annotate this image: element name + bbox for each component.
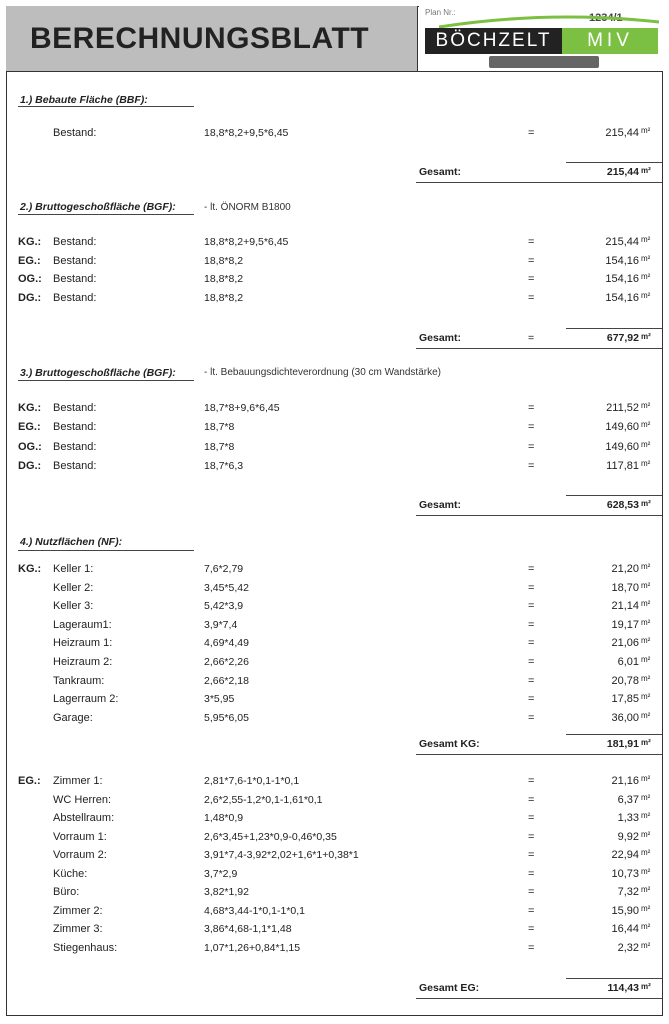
- calc-row: [0, 675, 669, 693]
- total-underline: [416, 754, 662, 755]
- row-label: Bestand:: [53, 440, 97, 453]
- floor-prefix: EG.:: [18, 421, 41, 434]
- unit-label: m²: [641, 499, 651, 508]
- unit-label: m²: [641, 903, 651, 913]
- calc-row: [0, 582, 669, 600]
- logo-text-right: MIV: [562, 28, 658, 54]
- calc-row: [0, 637, 669, 655]
- equals-sign: =: [528, 459, 535, 472]
- row-formula: 4,69*4,49: [204, 637, 249, 650]
- row-formula: 2,6*3,45+1,23*0,9-0,46*0,35: [204, 830, 337, 843]
- total-label: Gesamt:: [419, 499, 462, 511]
- total-rule: [566, 162, 662, 163]
- total-rule: [566, 734, 662, 735]
- row-value: 6,37: [617, 793, 639, 806]
- plan-number-label: Plan Nr.:: [425, 8, 456, 17]
- row-formula: 18,8*8,2+9,5*6,45: [204, 127, 289, 139]
- row-value: 154,16: [605, 292, 639, 305]
- unit-label: m²: [641, 655, 651, 664]
- equals-sign: =: [528, 923, 535, 935]
- total-underline: [416, 348, 662, 349]
- equals-sign: =: [528, 402, 535, 414]
- equals-sign: =: [528, 812, 535, 824]
- calc-row: [0, 693, 669, 711]
- equals-sign: =: [528, 637, 535, 650]
- equals-sign: =: [528, 273, 535, 286]
- row-value: 10,73: [611, 867, 639, 880]
- unit-label: m²: [641, 940, 651, 950]
- calc-row: [0, 600, 669, 618]
- unit-label: m²: [641, 848, 651, 857]
- row-formula: 18,8*8,2: [204, 273, 244, 286]
- row-formula: 3,82*1,92: [204, 886, 249, 898]
- floor-prefix: EG.:: [18, 775, 41, 787]
- equals-sign: =: [528, 421, 535, 434]
- row-formula: 2,66*2,18: [204, 674, 249, 687]
- row-label: Zimmer 1:: [53, 775, 103, 787]
- equals-sign: =: [528, 886, 535, 898]
- equals-sign: =: [528, 563, 535, 575]
- floor-prefix: KG.:: [18, 563, 42, 575]
- unit-label: m²: [641, 710, 651, 720]
- section-title: 2.) Bruttogeschoßfläche (BGF):: [20, 201, 176, 213]
- row-label: Küche:: [53, 867, 88, 880]
- calc-row: [0, 794, 669, 812]
- unit-label: m²: [641, 580, 651, 590]
- row-formula: 5,95*6,05: [204, 711, 249, 724]
- calc-row: [0, 656, 669, 674]
- equals-sign: =: [528, 775, 535, 787]
- total-rule: [566, 495, 662, 496]
- unit-label: m²: [641, 885, 651, 894]
- floor-prefix: EG.:: [18, 254, 41, 267]
- row-value: 36,00: [611, 711, 639, 724]
- calc-row: [0, 402, 669, 420]
- row-formula: 2,6*2,55-1,2*0,1-1,61*0,1: [204, 793, 323, 806]
- unit-label: m²: [641, 166, 651, 175]
- total-rule: [566, 978, 662, 979]
- section-note: - lt. ÖNORM B1800: [204, 202, 291, 213]
- calc-row: [0, 441, 669, 459]
- unit-label: m²: [641, 599, 651, 609]
- row-label: Bestand:: [53, 127, 97, 139]
- total-value: 114,43: [607, 982, 639, 994]
- row-formula: 3,45*5,42: [204, 581, 249, 594]
- equals-sign: =: [528, 236, 535, 248]
- unit-label: m²: [641, 401, 651, 410]
- equals-sign: =: [528, 941, 535, 954]
- row-formula: 18,8*8,2: [204, 292, 244, 305]
- row-value: 211,52: [606, 402, 639, 414]
- row-label: Vorraum 1:: [53, 830, 107, 843]
- row-formula: 5,42*3,9: [204, 600, 244, 613]
- row-value: 2,32: [617, 941, 639, 954]
- row-value: 16,44: [611, 923, 639, 935]
- total-label: Gesamt EG:: [419, 982, 480, 994]
- equals-sign: =: [528, 600, 535, 613]
- row-value: 215,44: [605, 127, 639, 139]
- section-underline: [18, 380, 194, 381]
- row-formula: 3,86*4,68-1,1*1,48: [204, 923, 292, 935]
- row-formula: 18,7*6,3: [204, 459, 244, 472]
- equals-sign: =: [528, 830, 535, 843]
- row-label: Bestand:: [53, 459, 97, 472]
- unit-label: m²: [641, 922, 651, 931]
- row-formula: 18,7*8: [204, 440, 235, 453]
- row-value: 15,90: [611, 904, 639, 917]
- calc-row: [0, 292, 669, 310]
- row-formula: 4,68*3,44-1*0,1-1*0,1: [204, 904, 305, 917]
- floor-prefix: OG.:: [18, 440, 42, 453]
- row-label: Bestand:: [53, 273, 97, 286]
- section-note: - lt. Bebauungsdichteverordnung (30 cm Wandstärke): [204, 367, 441, 378]
- row-formula: 7,6*2,79: [204, 563, 244, 575]
- row-formula: 18,7*8+9,6*6,45: [204, 402, 280, 414]
- unit-label: m²: [641, 253, 651, 263]
- floor-prefix: DG.:: [18, 459, 42, 472]
- unit-label: m²: [641, 291, 651, 301]
- row-value: 149,60: [605, 440, 639, 453]
- calc-row: [0, 619, 669, 637]
- section-title: 4.) Nutzflächen (NF):: [20, 536, 123, 548]
- row-label: Vorraum 2:: [53, 849, 107, 861]
- unit-label: m²: [641, 272, 651, 282]
- header: [6, 6, 663, 72]
- calc-row: [0, 255, 669, 273]
- plan-number: 1234/1: [589, 12, 623, 24]
- row-label: WC Herren:: [53, 793, 112, 806]
- calc-row: [0, 923, 669, 941]
- row-value: 22,94: [611, 849, 639, 861]
- row-label: Bestand:: [53, 421, 97, 434]
- equals-sign: =: [528, 849, 535, 861]
- row-label: Abstellraum:: [53, 812, 115, 824]
- row-value: 17,85: [611, 693, 639, 706]
- row-value: 149,60: [605, 421, 639, 434]
- total-underline: [416, 515, 662, 516]
- row-value: 21,06: [611, 637, 639, 650]
- section-underline: [18, 106, 194, 107]
- calc-row: [0, 563, 669, 581]
- row-formula: 2,81*7,6-1*0,1-1*0,1: [204, 775, 300, 787]
- equals-sign: =: [528, 674, 535, 687]
- row-formula: 18,8*8,2+9,5*6,45: [204, 236, 289, 248]
- logo-bar: [489, 56, 599, 68]
- row-value: 215,44: [605, 236, 639, 248]
- calc-row: [0, 712, 669, 730]
- page-title: BERECHNUNGSBLATT: [30, 22, 370, 55]
- unit-label: m²: [641, 692, 651, 702]
- row-value: 19,17: [611, 618, 639, 631]
- unit-label: m²: [641, 636, 651, 646]
- logo-swoosh-icon: [439, 14, 659, 28]
- unit-label: m²: [641, 866, 651, 876]
- row-label: Heizraum 1:: [53, 637, 113, 650]
- unit-label: m²: [641, 811, 651, 820]
- row-label: Bestand:: [53, 402, 97, 414]
- row-formula: 3,9*7,4: [204, 618, 238, 631]
- calc-row: [0, 127, 669, 145]
- calc-row: [0, 942, 669, 960]
- equals-sign: =: [528, 127, 535, 139]
- unit-label: m²: [641, 774, 651, 783]
- row-value: 9,92: [617, 830, 639, 843]
- row-label: Büro:: [53, 886, 80, 898]
- calc-row: [0, 868, 669, 886]
- row-formula: 2,66*2,26: [204, 656, 249, 668]
- row-value: 1,33: [617, 812, 639, 824]
- row-value: 20,78: [611, 674, 639, 687]
- equals-sign: =: [528, 618, 535, 631]
- row-formula: 18,8*8,2: [204, 254, 244, 267]
- equals-sign: =: [528, 440, 535, 453]
- row-label: Garage:: [53, 711, 93, 724]
- row-value: 6,01: [617, 656, 639, 668]
- calc-row: [0, 460, 669, 478]
- row-value: 21,20: [611, 563, 639, 575]
- floor-prefix: DG.:: [18, 292, 42, 305]
- unit-label: m²: [641, 420, 651, 430]
- calc-row: [0, 886, 669, 904]
- equals-sign: =: [528, 254, 535, 267]
- total-underline: [416, 182, 662, 183]
- equals-sign: =: [528, 292, 535, 305]
- logo-text-left: BÖCHZELT: [425, 28, 562, 54]
- row-label: Zimmer 3:: [53, 923, 103, 935]
- total-label: Gesamt:: [419, 332, 462, 344]
- row-label: Tankraum:: [53, 674, 105, 687]
- unit-label: m²: [641, 792, 651, 802]
- unit-label: m²: [641, 982, 651, 991]
- row-label: Lagerraum 2:: [53, 693, 119, 706]
- row-formula: 3,91*7,4-3,92*2,02+1,6*1+0,38*1: [204, 849, 359, 861]
- total-value: 215,44: [606, 166, 639, 178]
- unit-label: m²: [641, 332, 651, 341]
- total-underline: [416, 998, 662, 999]
- row-value: 154,16: [605, 254, 639, 267]
- calc-row: [0, 273, 669, 291]
- calc-row: [0, 775, 669, 793]
- row-label: Lageraum1:: [53, 618, 112, 631]
- calc-row: [0, 849, 669, 867]
- title-box: [6, 6, 418, 71]
- unit-label: m²: [641, 458, 651, 468]
- row-formula: 3,7*2,9: [204, 867, 238, 880]
- calc-row: [0, 421, 669, 439]
- unit-label: m²: [641, 829, 651, 839]
- row-value: 21,16: [611, 775, 639, 787]
- row-formula: 1,48*0,9: [204, 812, 244, 824]
- equals-sign: =: [528, 332, 535, 344]
- unit-label: m²: [641, 673, 651, 683]
- section-title: 3.) Bruttogeschoßfläche (BGF):: [20, 367, 176, 379]
- row-label: Zimmer 2:: [53, 904, 103, 917]
- equals-sign: =: [528, 867, 535, 880]
- floor-prefix: KG.:: [18, 402, 42, 414]
- row-label: Keller 1:: [53, 563, 94, 575]
- equals-sign: =: [528, 711, 535, 724]
- total-label: Gesamt:: [419, 166, 462, 178]
- unit-label: m²: [641, 235, 651, 244]
- unit-label: m²: [641, 126, 651, 135]
- row-label: Heizraum 2:: [53, 656, 113, 668]
- row-value: 7,32: [617, 886, 639, 898]
- equals-sign: =: [528, 793, 535, 806]
- section-underline: [18, 214, 194, 215]
- equals-sign: =: [528, 904, 535, 917]
- row-label: Bestand:: [53, 254, 97, 267]
- row-value: 21,14: [611, 600, 639, 613]
- row-label: Stiegenhaus:: [53, 941, 118, 954]
- floor-prefix: OG.:: [18, 273, 42, 286]
- row-value: 117,81: [606, 459, 639, 472]
- row-label: Keller 3:: [53, 600, 94, 613]
- total-value: 628,53: [606, 499, 639, 511]
- row-formula: 1,07*1,26+0,84*1,15: [204, 941, 301, 954]
- calc-row: [0, 236, 669, 254]
- row-formula: 3*5,95: [204, 693, 235, 706]
- calc-row: [0, 812, 669, 830]
- row-value: 154,16: [605, 273, 639, 286]
- unit-label: m²: [641, 617, 651, 627]
- section-underline: [18, 550, 194, 551]
- unit-label: m²: [641, 738, 651, 747]
- equals-sign: =: [528, 656, 535, 668]
- equals-sign: =: [528, 693, 535, 706]
- total-value: 181,91: [606, 738, 639, 750]
- equals-sign: =: [528, 581, 535, 594]
- unit-label: m²: [641, 562, 651, 571]
- company-logo: [419, 6, 663, 71]
- row-value: 18,70: [611, 581, 639, 594]
- calc-row: [0, 831, 669, 849]
- calc-row: [0, 905, 669, 923]
- section-title: 1.) Bebaute Fläche (BBF):: [20, 94, 148, 106]
- row-label: Keller 2:: [53, 581, 94, 594]
- row-label: Bestand:: [53, 292, 97, 305]
- total-rule: [566, 328, 662, 329]
- total-label: Gesamt KG:: [419, 738, 480, 750]
- row-formula: 18,7*8: [204, 421, 235, 434]
- row-label: Bestand:: [53, 236, 97, 248]
- total-value: 677,92: [606, 332, 639, 344]
- floor-prefix: KG.:: [18, 236, 42, 248]
- unit-label: m²: [641, 439, 651, 449]
